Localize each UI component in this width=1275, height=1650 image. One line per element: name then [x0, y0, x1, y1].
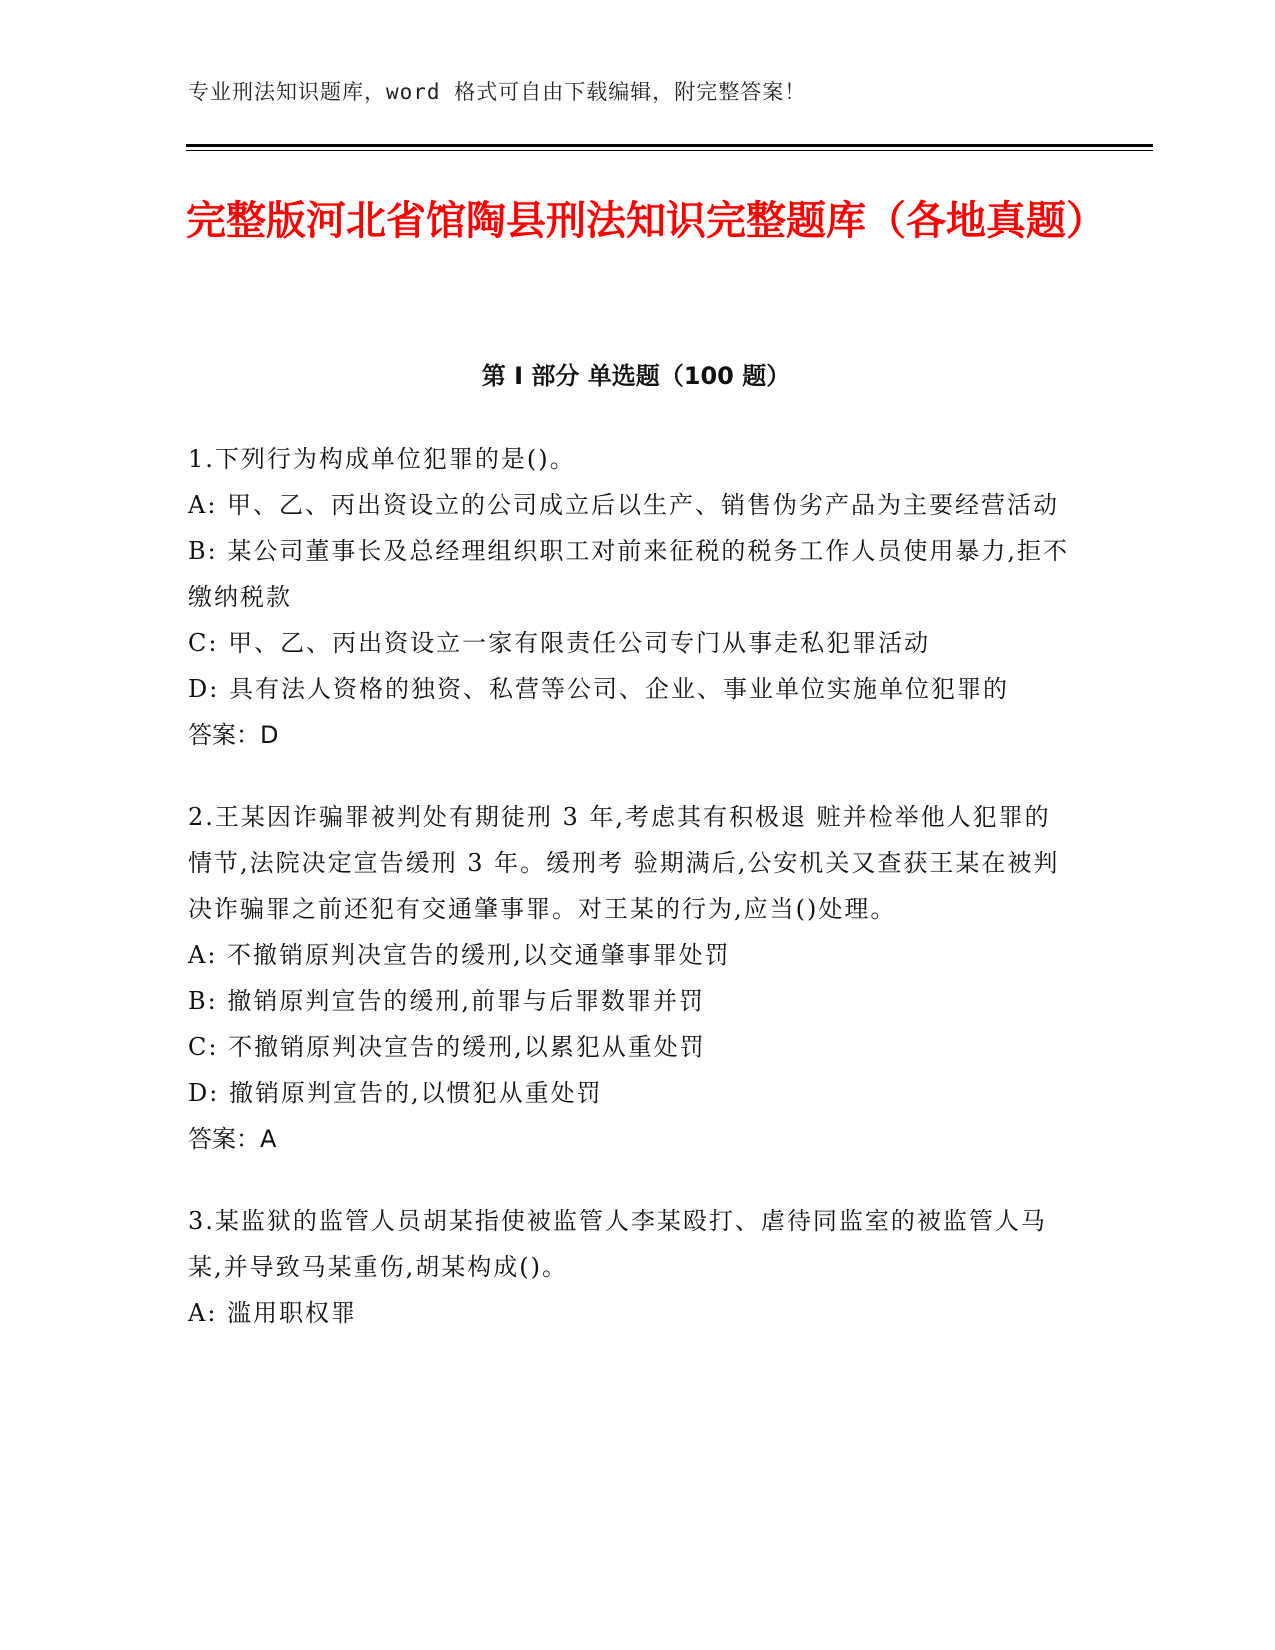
answer: 答案：D	[188, 721, 279, 749]
section-title: 第 I 部分 单选题（100 题）	[481, 362, 791, 390]
option-c: C: 甲、乙、丙出资设立一家有限责任公司专门从事走私犯罪活动	[188, 629, 931, 657]
header-note: 专业刑法知识题库，word 格式可自由下载编辑，附完整答案！	[188, 80, 807, 104]
question-1	[188, 436, 1073, 758]
option-a: A: 滥用职权罪	[188, 1299, 358, 1327]
option-a: A: 不撤销原判决宣告的缓刑,以交通肇事罪处罚	[188, 941, 731, 969]
question-3	[188, 1198, 1073, 1336]
option-b: B: 撤销原判宣告的缓刑,前罪与后罪数罪并罚	[188, 987, 705, 1015]
header-rule-thin	[186, 150, 1153, 151]
question-list	[188, 436, 1073, 1372]
document-title: 完整版河北省馆陶县刑法知识完整题库（各地真题）	[186, 198, 1106, 244]
option-b: B: 某公司董事长及总经理组织职工对前来征税的税务工作人员使用暴力,拒不缴纳税款	[188, 537, 1069, 611]
answer: 答案：A	[188, 1125, 277, 1153]
option-a: A: 甲、乙、丙出资设立的公司成立后以生产、销售伪劣产品为主要经营活动	[188, 491, 1060, 519]
question-text: 2.王某因诈骗罪被判处有期徒刑 3 年,考虑其有积极退 赃并检举他人犯罪的情节,法院决定宣告缓刑 3 年。缓刑考 验期满后,公安机关又查获王某在被判决诈骗罪之前还犯有交通肇事罪。对王某的行为,应当()处理。	[188, 803, 1060, 923]
option-c: C: 不撤销原判决宣告的缓刑,以累犯从重处罚	[188, 1033, 706, 1061]
option-d: D: 撤销原判宣告的,以惯犯从重处罚	[188, 1079, 603, 1107]
header-rule-thick	[186, 144, 1153, 147]
question-text: 1.下列行为构成单位犯罪的是()。	[188, 445, 576, 473]
question-text: 3.某监狱的监管人员胡某指使被监管人李某殴打、虐待同监室的被监管人马某,并导致马某重伤,胡某构成()。	[188, 1207, 1047, 1281]
question-2	[188, 794, 1073, 1162]
option-d: D: 具有法人资格的独资、私营等公司、企业、事业单位实施单位犯罪的	[188, 675, 1009, 703]
